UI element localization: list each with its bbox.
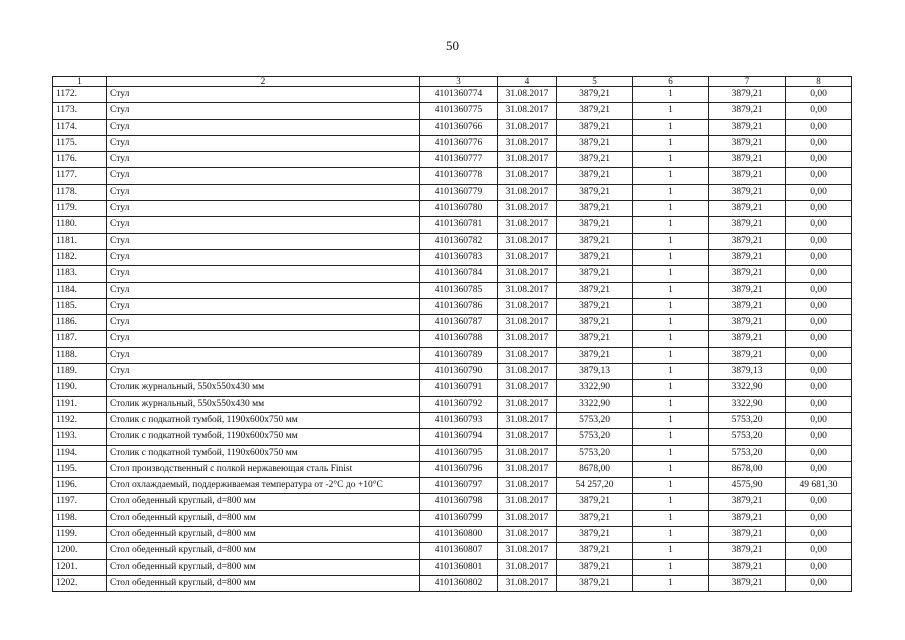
residual-value-cell: 0,00 <box>786 412 852 428</box>
table-header <box>53 77 852 87</box>
table-row <box>53 315 852 331</box>
row-number-cell: 1192. <box>53 412 107 428</box>
item-name-cell: Стул <box>107 103 420 119</box>
quantity-cell: 1 <box>633 380 709 396</box>
table-row <box>53 282 852 298</box>
acquisition-date-cell: 31.08.2017 <box>498 152 557 168</box>
quantity-cell: 1 <box>633 184 709 200</box>
table-row <box>53 380 852 396</box>
row-number-cell: 1191. <box>53 396 107 412</box>
initial-cost-cell: 3879,21 <box>557 494 633 510</box>
item-name-cell: Стул <box>107 233 420 249</box>
amortization-cell: 3879,21 <box>709 168 786 184</box>
table-row <box>53 331 852 347</box>
acquisition-date-cell: 31.08.2017 <box>498 461 557 477</box>
amortization-cell: 5753,20 <box>709 445 786 461</box>
residual-value-cell: 0,00 <box>786 315 852 331</box>
amortization-cell: 3879,21 <box>709 331 786 347</box>
inventory-number-cell: 4101360777 <box>420 152 498 168</box>
initial-cost-cell: 5753,20 <box>557 445 633 461</box>
acquisition-date-cell: 31.08.2017 <box>498 298 557 314</box>
column-header: 2 <box>107 77 420 87</box>
quantity-cell: 1 <box>633 233 709 249</box>
inventory-number-cell: 4101360791 <box>420 380 498 396</box>
table-row <box>53 233 852 249</box>
column-header: 8 <box>786 77 852 87</box>
inventory-number-cell: 4101360801 <box>420 559 498 575</box>
item-name-cell: Стул <box>107 315 420 331</box>
inventory-number-cell: 4101360792 <box>420 396 498 412</box>
row-number-cell: 1180. <box>53 217 107 233</box>
column-header: 7 <box>709 77 786 87</box>
quantity-cell: 1 <box>633 396 709 412</box>
initial-cost-cell: 3879,21 <box>557 201 633 217</box>
table-row <box>53 364 852 380</box>
amortization-cell: 3879,21 <box>709 527 786 543</box>
quantity-cell: 1 <box>633 412 709 428</box>
inventory-number-cell: 4101360800 <box>420 527 498 543</box>
residual-value-cell: 0,00 <box>786 119 852 135</box>
acquisition-date-cell: 31.08.2017 <box>498 103 557 119</box>
acquisition-date-cell: 31.08.2017 <box>498 412 557 428</box>
row-number-cell: 1194. <box>53 445 107 461</box>
item-name-cell: Стул <box>107 266 420 282</box>
residual-value-cell: 0,00 <box>786 461 852 477</box>
table-row <box>53 445 852 461</box>
amortization-cell: 3879,21 <box>709 233 786 249</box>
item-name-cell: Стул <box>107 298 420 314</box>
row-number-cell: 1199. <box>53 527 107 543</box>
initial-cost-cell: 3879,21 <box>557 347 633 363</box>
amortization-cell: 3879,21 <box>709 575 786 591</box>
residual-value-cell: 0,00 <box>786 559 852 575</box>
acquisition-date-cell: 31.08.2017 <box>498 201 557 217</box>
residual-value-cell: 0,00 <box>786 135 852 151</box>
inventory-number-cell: 4101360778 <box>420 168 498 184</box>
acquisition-date-cell: 31.08.2017 <box>498 478 557 494</box>
amortization-cell: 3879,21 <box>709 510 786 526</box>
table-row <box>53 510 852 526</box>
table-row <box>53 396 852 412</box>
amortization-cell: 3879,21 <box>709 315 786 331</box>
item-name-cell: Столик с подкатной тумбой, 1190х600х750 мм <box>107 429 420 445</box>
initial-cost-cell: 3879,21 <box>557 527 633 543</box>
inventory-number-cell: 4101360781 <box>420 217 498 233</box>
item-name-cell: Стул <box>107 168 420 184</box>
amortization-cell: 3879,21 <box>709 135 786 151</box>
inventory-number-cell: 4101360780 <box>420 201 498 217</box>
row-number-cell: 1188. <box>53 347 107 363</box>
quantity-cell: 1 <box>633 152 709 168</box>
residual-value-cell: 0,00 <box>786 266 852 282</box>
acquisition-date-cell: 31.08.2017 <box>498 429 557 445</box>
table-row <box>53 87 852 103</box>
residual-value-cell: 0,00 <box>786 201 852 217</box>
inventory-number-cell: 4101360776 <box>420 135 498 151</box>
quantity-cell: 1 <box>633 168 709 184</box>
row-number-cell: 1175. <box>53 135 107 151</box>
row-number-cell: 1189. <box>53 364 107 380</box>
amortization-cell: 3879,21 <box>709 347 786 363</box>
initial-cost-cell: 3879,21 <box>557 282 633 298</box>
row-number-cell: 1172. <box>53 87 107 103</box>
initial-cost-cell: 3879,13 <box>557 364 633 380</box>
table-row <box>53 152 852 168</box>
amortization-cell: 5753,20 <box>709 412 786 428</box>
residual-value-cell: 0,00 <box>786 510 852 526</box>
amortization-cell: 8678,00 <box>709 461 786 477</box>
amortization-cell: 3879,21 <box>709 266 786 282</box>
amortization-cell: 3879,21 <box>709 217 786 233</box>
quantity-cell: 1 <box>633 266 709 282</box>
quantity-cell: 1 <box>633 445 709 461</box>
acquisition-date-cell: 31.08.2017 <box>498 249 557 265</box>
amortization-cell: 3879,21 <box>709 249 786 265</box>
amortization-cell: 3879,13 <box>709 364 786 380</box>
quantity-cell: 1 <box>633 119 709 135</box>
acquisition-date-cell: 31.08.2017 <box>498 233 557 249</box>
residual-value-cell: 0,00 <box>786 575 852 591</box>
column-header: 4 <box>498 77 557 87</box>
residual-value-cell: 0,00 <box>786 364 852 380</box>
item-name-cell: Стул <box>107 87 420 103</box>
row-number-cell: 1196. <box>53 478 107 494</box>
inventory-number-cell: 4101360785 <box>420 282 498 298</box>
quantity-cell: 1 <box>633 461 709 477</box>
inventory-number-cell: 4101360779 <box>420 184 498 200</box>
inventory-number-cell: 4101360802 <box>420 575 498 591</box>
inventory-number-cell: 4101360775 <box>420 103 498 119</box>
residual-value-cell: 0,00 <box>786 87 852 103</box>
amortization-cell: 3879,21 <box>709 298 786 314</box>
asset-registry-table <box>52 76 852 592</box>
quantity-cell: 1 <box>633 478 709 494</box>
item-name-cell: Столик журнальный, 550х550х430 мм <box>107 396 420 412</box>
item-name-cell: Стул <box>107 249 420 265</box>
quantity-cell: 1 <box>633 315 709 331</box>
quantity-cell: 1 <box>633 331 709 347</box>
amortization-cell: 3322,90 <box>709 396 786 412</box>
residual-value-cell: 0,00 <box>786 249 852 265</box>
acquisition-date-cell: 31.08.2017 <box>498 331 557 347</box>
amortization-cell: 3879,21 <box>709 543 786 559</box>
inventory-number-cell: 4101360797 <box>420 478 498 494</box>
quantity-cell: 1 <box>633 103 709 119</box>
table-body <box>53 87 852 592</box>
row-number-cell: 1179. <box>53 201 107 217</box>
inventory-number-cell: 4101360799 <box>420 510 498 526</box>
item-name-cell: Столик журнальный, 550х550х430 мм <box>107 380 420 396</box>
amortization-cell: 3322,90 <box>709 380 786 396</box>
row-number-cell: 1186. <box>53 315 107 331</box>
initial-cost-cell: 3879,21 <box>557 510 633 526</box>
initial-cost-cell: 3879,21 <box>557 575 633 591</box>
item-name-cell: Стол охлаждаемый, поддерживаемая температура от -2°С до +10°С <box>107 478 420 494</box>
residual-value-cell: 0,00 <box>786 298 852 314</box>
acquisition-date-cell: 31.08.2017 <box>498 575 557 591</box>
initial-cost-cell: 3879,21 <box>557 119 633 135</box>
row-number-cell: 1198. <box>53 510 107 526</box>
initial-cost-cell: 5753,20 <box>557 412 633 428</box>
residual-value-cell: 0,00 <box>786 184 852 200</box>
quantity-cell: 1 <box>633 527 709 543</box>
acquisition-date-cell: 31.08.2017 <box>498 559 557 575</box>
quantity-cell: 1 <box>633 249 709 265</box>
initial-cost-cell: 3322,90 <box>557 380 633 396</box>
quantity-cell: 1 <box>633 364 709 380</box>
inventory-number-cell: 4101360796 <box>420 461 498 477</box>
inventory-number-cell: 4101360783 <box>420 249 498 265</box>
acquisition-date-cell: 31.08.2017 <box>498 217 557 233</box>
row-number-cell: 1174. <box>53 119 107 135</box>
inventory-number-cell: 4101360788 <box>420 331 498 347</box>
inventory-number-cell: 4101360798 <box>420 494 498 510</box>
inventory-number-cell: 4101360787 <box>420 315 498 331</box>
acquisition-date-cell: 31.08.2017 <box>498 119 557 135</box>
residual-value-cell: 0,00 <box>786 347 852 363</box>
row-number-cell: 1178. <box>53 184 107 200</box>
residual-value-cell: 0,00 <box>786 217 852 233</box>
acquisition-date-cell: 31.08.2017 <box>498 347 557 363</box>
row-number-cell: 1193. <box>53 429 107 445</box>
acquisition-date-cell: 31.08.2017 <box>498 494 557 510</box>
initial-cost-cell: 3879,21 <box>557 87 633 103</box>
inventory-number-cell: 4101360790 <box>420 364 498 380</box>
initial-cost-cell: 3879,21 <box>557 315 633 331</box>
initial-cost-cell: 3879,21 <box>557 217 633 233</box>
item-name-cell: Столик с подкатной тумбой, 1190х600х750 мм <box>107 445 420 461</box>
initial-cost-cell: 3879,21 <box>557 543 633 559</box>
acquisition-date-cell: 31.08.2017 <box>498 184 557 200</box>
row-number-cell: 1197. <box>53 494 107 510</box>
table-row <box>53 298 852 314</box>
table-row <box>53 461 852 477</box>
initial-cost-cell: 8678,00 <box>557 461 633 477</box>
residual-value-cell: 0,00 <box>786 445 852 461</box>
amortization-cell: 3879,21 <box>709 201 786 217</box>
header-row <box>53 77 852 87</box>
inventory-number-cell: 4101360766 <box>420 119 498 135</box>
residual-value-cell: 0,00 <box>786 527 852 543</box>
amortization-cell: 4575,90 <box>709 478 786 494</box>
row-number-cell: 1200. <box>53 543 107 559</box>
initial-cost-cell: 3879,21 <box>557 103 633 119</box>
residual-value-cell: 0,00 <box>786 543 852 559</box>
quantity-cell: 1 <box>633 347 709 363</box>
quantity-cell: 1 <box>633 135 709 151</box>
item-name-cell: Стол обеденный круглый, d=800 мм <box>107 543 420 559</box>
initial-cost-cell: 3322,90 <box>557 396 633 412</box>
table-row <box>53 543 852 559</box>
quantity-cell: 1 <box>633 298 709 314</box>
item-name-cell: Стул <box>107 135 420 151</box>
residual-value-cell: 0,00 <box>786 494 852 510</box>
acquisition-date-cell: 31.08.2017 <box>498 543 557 559</box>
amortization-cell: 5753,20 <box>709 429 786 445</box>
item-name-cell: Стул <box>107 119 420 135</box>
residual-value-cell: 0,00 <box>786 152 852 168</box>
residual-value-cell: 0,00 <box>786 103 852 119</box>
table-row <box>53 559 852 575</box>
acquisition-date-cell: 31.08.2017 <box>498 315 557 331</box>
initial-cost-cell: 3879,21 <box>557 559 633 575</box>
inventory-number-cell: 4101360807 <box>420 543 498 559</box>
initial-cost-cell: 5753,20 <box>557 429 633 445</box>
residual-value-cell: 0,00 <box>786 168 852 184</box>
acquisition-date-cell: 31.08.2017 <box>498 510 557 526</box>
quantity-cell: 1 <box>633 510 709 526</box>
acquisition-date-cell: 31.08.2017 <box>498 380 557 396</box>
table-row <box>53 135 852 151</box>
quantity-cell: 1 <box>633 494 709 510</box>
amortization-cell: 3879,21 <box>709 494 786 510</box>
acquisition-date-cell: 31.08.2017 <box>498 87 557 103</box>
row-number-cell: 1201. <box>53 559 107 575</box>
residual-value-cell: 0,00 <box>786 282 852 298</box>
acquisition-date-cell: 31.08.2017 <box>498 282 557 298</box>
table-row <box>53 266 852 282</box>
initial-cost-cell: 3879,21 <box>557 168 633 184</box>
table-row <box>53 494 852 510</box>
initial-cost-cell: 3879,21 <box>557 233 633 249</box>
row-number-cell: 1202. <box>53 575 107 591</box>
acquisition-date-cell: 31.08.2017 <box>498 527 557 543</box>
table-row <box>53 575 852 591</box>
quantity-cell: 1 <box>633 575 709 591</box>
residual-value-cell: 0,00 <box>786 331 852 347</box>
item-name-cell: Стул <box>107 201 420 217</box>
table-row <box>53 184 852 200</box>
item-name-cell: Стол обеденный круглый, d=800 мм <box>107 575 420 591</box>
quantity-cell: 1 <box>633 559 709 575</box>
initial-cost-cell: 54 257,20 <box>557 478 633 494</box>
acquisition-date-cell: 31.08.2017 <box>498 364 557 380</box>
quantity-cell: 1 <box>633 543 709 559</box>
initial-cost-cell: 3879,21 <box>557 152 633 168</box>
amortization-cell: 3879,21 <box>709 559 786 575</box>
item-name-cell: Стул <box>107 364 420 380</box>
residual-value-cell: 0,00 <box>786 233 852 249</box>
initial-cost-cell: 3879,21 <box>557 298 633 314</box>
table-row <box>53 168 852 184</box>
item-name-cell: Стул <box>107 282 420 298</box>
row-number-cell: 1173. <box>53 103 107 119</box>
quantity-cell: 1 <box>633 87 709 103</box>
initial-cost-cell: 3879,21 <box>557 266 633 282</box>
amortization-cell: 3879,21 <box>709 87 786 103</box>
row-number-cell: 1187. <box>53 331 107 347</box>
row-number-cell: 1184. <box>53 282 107 298</box>
item-name-cell: Столик с подкатной тумбой, 1190х600х750 мм <box>107 412 420 428</box>
initial-cost-cell: 3879,21 <box>557 249 633 265</box>
amortization-cell: 3879,21 <box>709 103 786 119</box>
column-header: 6 <box>633 77 709 87</box>
inventory-number-cell: 4101360795 <box>420 445 498 461</box>
item-name-cell: Стол производственный с полкой нержавеющая сталь Finist <box>107 461 420 477</box>
amortization-cell: 3879,21 <box>709 282 786 298</box>
residual-value-cell: 0,00 <box>786 380 852 396</box>
row-number-cell: 1183. <box>53 266 107 282</box>
acquisition-date-cell: 31.08.2017 <box>498 135 557 151</box>
table-row <box>53 103 852 119</box>
acquisition-date-cell: 31.08.2017 <box>498 266 557 282</box>
inventory-number-cell: 4101360786 <box>420 298 498 314</box>
inventory-number-cell: 4101360784 <box>420 266 498 282</box>
row-number-cell: 1182. <box>53 249 107 265</box>
column-header: 5 <box>557 77 633 87</box>
table-row <box>53 217 852 233</box>
quantity-cell: 1 <box>633 429 709 445</box>
amortization-cell: 3879,21 <box>709 119 786 135</box>
item-name-cell: Стул <box>107 331 420 347</box>
row-number-cell: 1195. <box>53 461 107 477</box>
item-name-cell: Стул <box>107 184 420 200</box>
amortization-cell: 3879,21 <box>709 184 786 200</box>
table-row <box>53 347 852 363</box>
quantity-cell: 1 <box>633 217 709 233</box>
row-number-cell: 1185. <box>53 298 107 314</box>
item-name-cell: Стол обеденный круглый, d=800 мм <box>107 510 420 526</box>
column-header: 3 <box>420 77 498 87</box>
table-row <box>53 201 852 217</box>
inventory-number-cell: 4101360782 <box>420 233 498 249</box>
page-number: 50 <box>446 38 459 53</box>
inventory-number-cell: 4101360789 <box>420 347 498 363</box>
row-number-cell: 1190. <box>53 380 107 396</box>
row-number-cell: 1181. <box>53 233 107 249</box>
inventory-number-cell: 4101360794 <box>420 429 498 445</box>
table-row <box>53 412 852 428</box>
item-name-cell: Стол обеденный круглый, d=800 мм <box>107 527 420 543</box>
table-row <box>53 429 852 445</box>
residual-value-cell: 0,00 <box>786 429 852 445</box>
acquisition-date-cell: 31.08.2017 <box>498 445 557 461</box>
row-number-cell: 1176. <box>53 152 107 168</box>
item-name-cell: Стул <box>107 217 420 233</box>
residual-value-cell: 49 681,30 <box>786 478 852 494</box>
initial-cost-cell: 3879,21 <box>557 331 633 347</box>
table-row <box>53 527 852 543</box>
table-row <box>53 478 852 494</box>
item-name-cell: Стол обеденный круглый, d=800 мм <box>107 494 420 510</box>
quantity-cell: 1 <box>633 201 709 217</box>
initial-cost-cell: 3879,21 <box>557 135 633 151</box>
row-number-cell: 1177. <box>53 168 107 184</box>
amortization-cell: 3879,21 <box>709 152 786 168</box>
item-name-cell: Стол обеденный круглый, d=800 мм <box>107 559 420 575</box>
table-row <box>53 119 852 135</box>
item-name-cell: Стул <box>107 347 420 363</box>
residual-value-cell: 0,00 <box>786 396 852 412</box>
initial-cost-cell: 3879,21 <box>557 184 633 200</box>
item-name-cell: Стул <box>107 152 420 168</box>
inventory-number-cell: 4101360793 <box>420 412 498 428</box>
quantity-cell: 1 <box>633 282 709 298</box>
inventory-number-cell: 4101360774 <box>420 87 498 103</box>
column-header: 1 <box>53 77 107 87</box>
table-row <box>53 249 852 265</box>
acquisition-date-cell: 31.08.2017 <box>498 168 557 184</box>
acquisition-date-cell: 31.08.2017 <box>498 396 557 412</box>
